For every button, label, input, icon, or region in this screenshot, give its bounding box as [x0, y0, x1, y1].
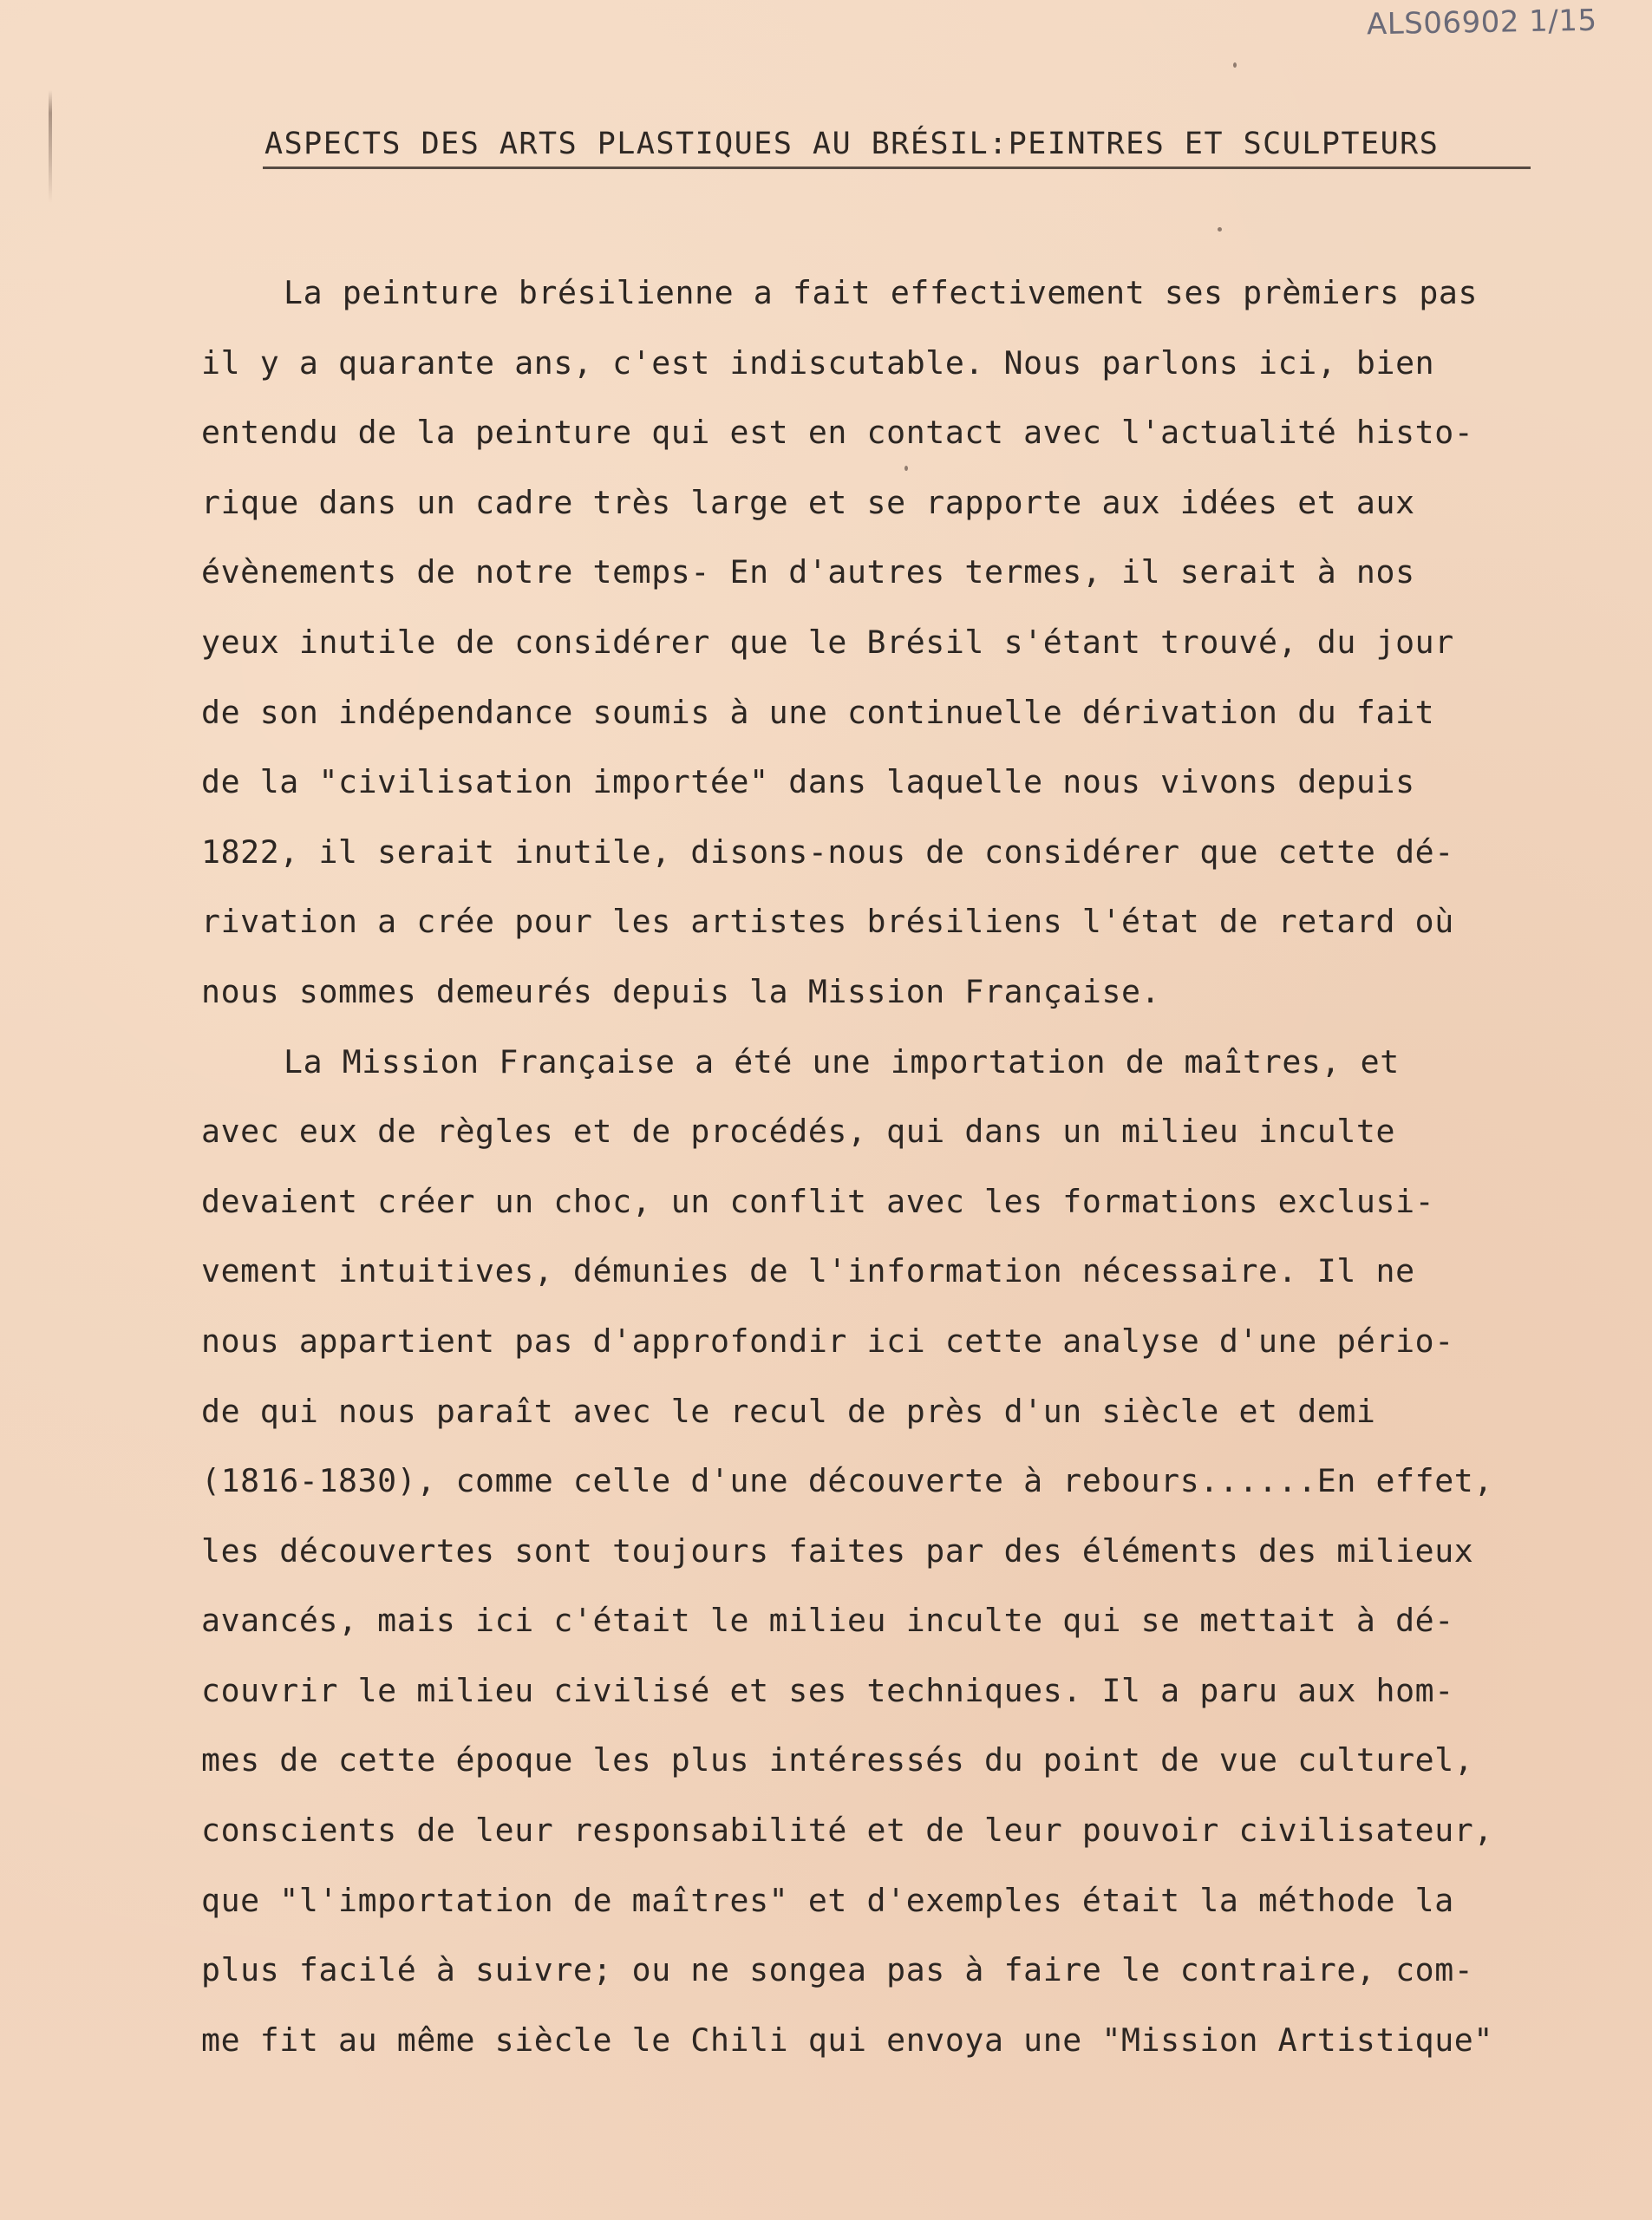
paragraph-2-line: couvrir le milieu civilisé et ses techniques. Il a paru aux hom-: [201, 1671, 1454, 1709]
title-underline: [263, 166, 1531, 169]
paper-speck: [1218, 227, 1222, 232]
fold-mark: [49, 90, 52, 203]
paragraph-2-line: avancés, mais ici c'était le milieu inculte qui se mettait à dé-: [201, 1602, 1454, 1640]
paragraph-2-line: mes de cette époque les plus intéressés du point de vue culturel,: [201, 1741, 1474, 1779]
paragraph-2-line: que "l'importation de maîtres" et d'exemples était la méthode la: [201, 1881, 1454, 1919]
paragraph-1-line: yeux inutile de considérer que le Brésil s'étant trouvé, du jour: [201, 623, 1454, 661]
paragraph-2-line: me fit au même siècle le Chili qui envoya une "Mission Artistique": [201, 2021, 1493, 2059]
paragraph-2-line: devaient créer un choc, un conflit avec les formations exclusi-: [201, 1182, 1435, 1220]
archive-reference: ALS06902 1/15: [1366, 3, 1597, 42]
paragraph-2-line: les découvertes sont toujours faites par des éléments des milieux: [201, 1531, 1474, 1570]
paragraph-2-line: nous appartient pas d'approfondir ici cette analyse d'une pério-: [201, 1322, 1454, 1360]
paragraph-1-line: de la "civilisation importée" dans laquelle nous vivons depuis: [201, 763, 1415, 801]
paragraph-1-line: rivation a crée pour les artistes brésiliens l'état de retard où: [201, 903, 1454, 941]
paragraph-1-line: nous sommes demeurés depuis la Mission Française.: [201, 972, 1161, 1010]
paragraph-1-line: rique dans un cadre très large et se rapporte aux idées et aux: [201, 483, 1415, 521]
document-title: ASPECTS DES ARTS PLASTIQUES AU BRÉSIL:PEINTRES ET SCULPTEURS: [264, 127, 1440, 161]
body-text: [201, 258, 1589, 2075]
paragraph-2-line: vement intuitives, démunies de l'information nécessaire. Il ne: [201, 1252, 1415, 1290]
paragraph-1-line: La peinture brésilienne a fait effectivement ses prèmiers pas: [284, 274, 1479, 311]
paper-speck: [1233, 62, 1237, 68]
paragraph-1-line: 1822, il serait inutile, disons-nous de considérer que cette dé-: [201, 832, 1454, 871]
paragraph-2-line: plus facilé à suivre; ou ne songea pas à faire le contraire, com-: [201, 1951, 1474, 1989]
paragraph-1-line: il y a quarante ans, c'est indiscutable. Nous parlons ici, bien: [201, 343, 1435, 382]
paragraph-2-line: avec eux de règles et de procédés, qui dans un milieu inculte: [201, 1113, 1396, 1151]
paragraph-2-line: de qui nous paraît avec le recul de près d'un siècle et demi: [201, 1392, 1376, 1430]
paragraph-1-line: entendu de la peinture qui est en contact avec l'actualité histo-: [201, 414, 1474, 452]
paragraph-1-line: de son indépendance soumis à une continuelle dérivation du fait: [201, 693, 1435, 731]
paragraph-1-line: évènements de notre temps- En d'autres termes, il serait à nos: [201, 553, 1415, 591]
paragraph-2-line: La Mission Française a été une importation de maîtres, et: [284, 1042, 1400, 1081]
paragraph-2-line: (1816-1830), comme celle d'une découverte à rebours......En effet,: [201, 1462, 1493, 1500]
paragraph-2-line: conscients de leur responsabilité et de leur pouvoir civilisateur,: [201, 1812, 1493, 1850]
